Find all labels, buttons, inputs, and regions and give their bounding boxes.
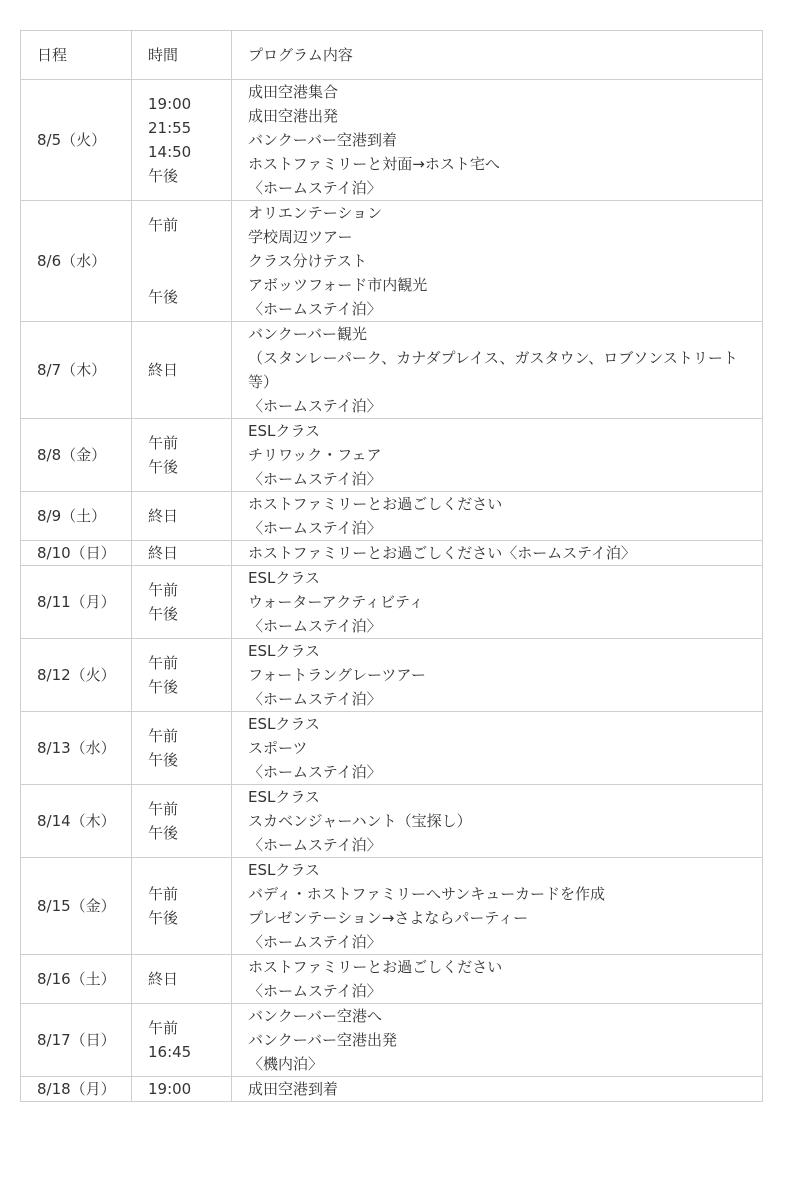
date-cell: 8/16（土） [21,955,132,1004]
program-line: ESLクラス [248,861,320,879]
time-line [148,237,215,261]
program-line: 〈ホームステイ泊〉 [248,397,382,415]
program-line: ホストファミリーとお過ごしください [248,495,503,513]
program-line: 〈ホームステイ泊〉 [248,982,382,1000]
table-row [21,201,763,322]
date-cell: 8/17（日） [21,1004,132,1077]
program-line: 〈ホームステイ泊〉 [248,836,382,854]
time-line: 19:00 [148,1080,192,1098]
program-line: （スタンレーパーク、カナダプレイス、ガスタウン、ロブソンストリート等） [248,349,738,391]
date-cell: 8/18（月） [21,1077,132,1102]
program-cell [232,541,763,566]
time-cell [132,566,232,639]
program-line: ESLクラス [248,788,320,806]
time-line: 午後 [148,167,179,185]
table-row [21,492,763,541]
time-line: 午前 [148,654,179,672]
date-cell: 8/9（土） [21,492,132,541]
time-line: 午後 [148,605,179,623]
time-line: 19:00 [148,95,192,113]
program-cell [232,858,763,955]
time-line: 終日 [148,544,179,562]
table-row [21,322,763,419]
date-cell: 8/5（火） [21,80,132,201]
date-cell: 8/15（金） [21,858,132,955]
program-cell [232,201,763,322]
table-row [21,858,763,955]
program-line: ホストファミリーとお過ごしください [248,958,503,976]
date-cell: 8/8（金） [21,419,132,492]
time-cell [132,322,232,419]
time-cell [132,541,232,566]
time-line: 午前 [148,727,179,745]
time-line: 午後 [148,909,179,927]
date-cell: 8/6（水） [21,201,132,322]
date-cell: 8/13（水） [21,712,132,785]
time-line: 午前 [148,216,179,234]
program-line: オリエンテーション [248,204,383,222]
program-line: バンクーバー空港出発 [248,1031,397,1049]
time-cell [132,785,232,858]
program-line: 〈ホームステイ泊〉 [248,179,382,197]
program-cell [232,955,763,1004]
time-line: 終日 [148,507,179,525]
program-line: ESLクラス [248,642,320,660]
header-date: 日程 [21,31,132,80]
program-cell [232,419,763,492]
time-line: 午後 [148,458,179,476]
program-line: ウォーターアクティビティ [248,593,424,611]
program-line: 成田空港到着 [248,1080,339,1098]
time-cell [132,639,232,712]
program-cell [232,639,763,712]
program-cell [232,80,763,201]
time-cell [132,1004,232,1077]
table-row [21,541,763,566]
time-line: 終日 [148,361,179,379]
program-line: スポーツ [248,739,308,757]
date-cell: 8/10（日） [21,541,132,566]
program-line: バンクーバー空港へ [248,1007,382,1025]
program-line: ホストファミリーと対面→ホスト宅へ [248,155,500,173]
program-line: ESLクラス [248,422,320,440]
program-line: ESLクラス [248,715,320,733]
program-line: アボッツフォード市内観光 [248,276,428,294]
header-time: 時間 [132,31,232,80]
date-cell: 8/7（木） [21,322,132,419]
program-line: 成田空港集合 [248,83,339,101]
program-line: プレゼンテーション→さよならパーティー [248,909,529,927]
program-line: チリワック・フェア [248,446,382,464]
program-line: スカベンジャーハント（宝探し） [248,812,472,830]
time-cell [132,1077,232,1102]
date-cell: 8/12（火） [21,639,132,712]
time-cell [132,419,232,492]
program-line: 〈ホームステイ泊〉 [248,519,382,537]
program-cell [232,1004,763,1077]
schedule-table [20,30,763,1102]
time-cell [132,712,232,785]
program-line: クラス分けテスト [248,252,367,270]
time-cell [132,955,232,1004]
program-line: 〈ホームステイ泊〉 [248,933,382,951]
program-line: 〈ホームステイ泊〉 [248,617,382,635]
program-cell [232,492,763,541]
table-row [21,566,763,639]
time-line: 午前 [148,800,179,818]
time-line: 午前 [148,885,179,903]
program-line: バンクーバー観光 [248,325,367,343]
time-line: 21:55 [148,119,192,137]
time-line: 16:45 [148,1043,192,1061]
program-cell [232,1077,763,1102]
table-row [21,1077,763,1102]
table-row [21,785,763,858]
schedule-body [21,80,763,1102]
program-line: 成田空港出発 [248,107,339,125]
time-line: 午後 [148,751,179,769]
program-line: バンクーバー空港到着 [248,131,397,149]
time-cell [132,492,232,541]
program-line: バディ・ホストファミリーへサンキューカードを作成 [248,885,606,903]
time-cell [132,858,232,955]
time-line: 午前 [148,1019,179,1037]
program-line: ESLクラス [248,569,320,587]
time-cell [132,201,232,322]
program-line: 〈ホームステイ泊〉 [248,690,382,708]
program-cell [232,785,763,858]
header-program: プログラム内容 [232,31,763,80]
time-line: 14:50 [148,143,192,161]
time-line [148,261,215,285]
date-cell: 8/11（月） [21,566,132,639]
program-line: 〈ホームステイ泊〉 [248,300,382,318]
table-row [21,955,763,1004]
table-row [21,712,763,785]
table-row [21,1004,763,1077]
date-cell: 8/14（木） [21,785,132,858]
time-line: 午後 [148,288,179,306]
time-line: 午前 [148,434,179,452]
table-row [21,639,763,712]
program-line: 学校周辺ツアー [248,228,353,246]
program-line: 〈ホームステイ泊〉 [248,470,382,488]
program-line: ホストファミリーとお過ごしください〈ホームステイ泊〉 [248,544,636,562]
program-line: 〈機内泊〉 [248,1055,324,1073]
table-row [21,80,763,201]
table-row [21,419,763,492]
program-cell [232,322,763,419]
program-cell [232,566,763,639]
header-row [21,31,763,80]
time-line: 午前 [148,581,179,599]
program-line: フォートラングレーツアー [248,666,426,684]
program-cell [232,712,763,785]
program-line: 〈ホームステイ泊〉 [248,763,382,781]
time-line: 午後 [148,824,179,842]
time-cell [132,80,232,201]
time-line: 終日 [148,970,179,988]
time-line: 午後 [148,678,179,696]
